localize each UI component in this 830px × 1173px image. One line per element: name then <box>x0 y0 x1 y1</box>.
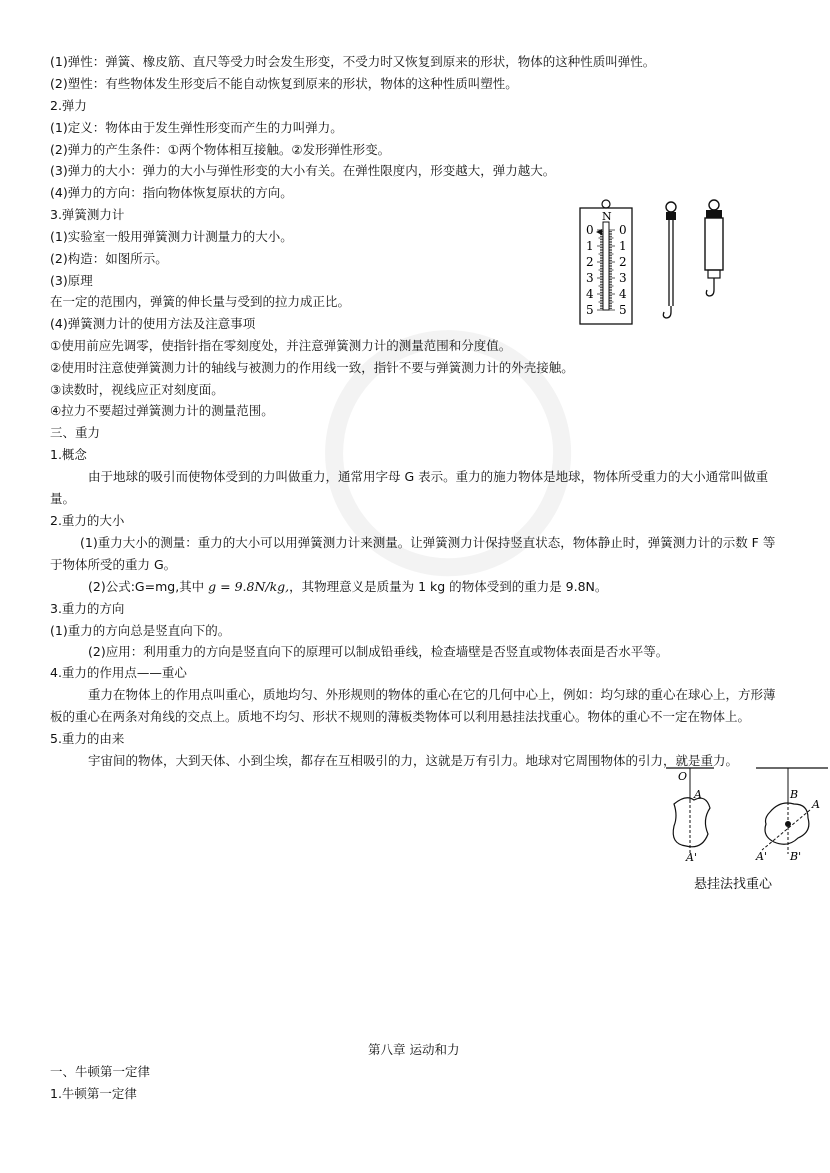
elastic-force-direction: (4)弹力的方向：指向物体恢复原状的方向。 <box>50 185 293 200</box>
gravity-formula-prefix: (2)公式:G=mg,其中 <box>88 579 209 594</box>
side-scale-cap <box>666 212 676 220</box>
cyl-scale-body <box>705 218 723 270</box>
gravity-direction-1: (1)重力的方向总是竖直向下的。 <box>50 623 231 638</box>
scale-spring <box>603 222 609 310</box>
spring-scale-usage-1: ①使用前应先调零，使指针指在零刻度处，并注意弹簧测力计的测量范围和分度值。 <box>50 338 512 353</box>
tick-left-0: 0 <box>586 223 594 237</box>
gravity-cog-heading: 4.重力的作用点——重心 <box>50 665 187 680</box>
gravity-formula-math: g = 9.8N/kg, <box>208 579 290 594</box>
gravity-formula-line <box>88 578 607 596</box>
center-of-gravity-dot <box>785 821 791 827</box>
right-label-b-prime: B' <box>790 850 802 863</box>
tick-right-2: 2 <box>619 255 627 269</box>
right-label-a: A <box>812 798 820 811</box>
spring-scale-principle: 在一定的范围内，弹簧的伸长量与受到的拉力成正比。 <box>50 294 351 309</box>
elasticity-text: (1)弹性：弹簧、橡皮筋、直尺等受力时会发生形变，不受力时又恢复到原来的形状，物体的这种性质叫弹性。 <box>50 54 656 69</box>
gravity-direction-2: (2)应用：利用重力的方向是竖直向下的原理可以制成铅垂线，检查墙壁是否竖直或物体表面是否水平等。 <box>88 644 669 659</box>
left-label-a: A <box>694 788 702 801</box>
gravity-concept-line2: 量。 <box>50 491 76 506</box>
gravity-heading: 三、重力 <box>50 425 101 440</box>
tick-left-2: 2 <box>586 255 594 269</box>
chapter8-section1: 一、牛顿第一定律 <box>50 1064 151 1079</box>
elastic-force-definition: (1)定义：物体由于发生弹性形变而产生的力叫弹力。 <box>50 120 343 135</box>
side-scale-hook <box>663 306 671 318</box>
left-label-a-prime: A' <box>686 851 697 864</box>
spring-scale-usage-4: ④拉力不要超过弹簧测力计的测量范围。 <box>50 403 274 418</box>
left-label-o: O <box>678 770 688 783</box>
watermark-ring <box>277 282 620 625</box>
gravity-measure-line1: (1)重力大小的测量：重力的大小可以用弹簧测力计来测量。让弹簧测力计保持竖直状态，物体静止时，弹簧测力计的示数 F 等 <box>80 535 776 550</box>
elastic-force-magnitude: (3)弹力的大小：弹力的大小与弹性形变的大小有关。在弹性限度内，形变越大，弹力越大。 <box>50 163 556 178</box>
tick-right-3: 3 <box>619 271 627 285</box>
scale-unit-letter: N <box>602 210 612 223</box>
cyl-scale-collar <box>708 270 720 278</box>
gravity-measure-line2: 于物体所受的重力 G。 <box>50 557 177 572</box>
right-label-b: B <box>790 788 799 801</box>
spring-scale-usage-2: ②使用时注意使弹簧测力计的轴线与被测力的作用线一致，指针不要与弹簧测力计的外壳接触。 <box>50 360 574 375</box>
tick-right-4: 4 <box>619 287 627 301</box>
watermark <box>255 277 606 623</box>
tick-left-1: 1 <box>586 239 594 253</box>
plasticity-text: (2)塑性：有些物体发生形变后不能自动恢复到原来的形状，物体的这种性质叫塑性。 <box>50 76 518 91</box>
chapter8-sub1: 1.牛顿第一定律 <box>50 1086 137 1101</box>
spring-scale-heading: 3.弹簧测力计 <box>50 207 125 222</box>
hang-figure-caption: 悬挂法找重心 <box>694 877 773 892</box>
cyl-scale-cap <box>706 210 722 218</box>
gravity-concept-heading: 1.概念 <box>50 447 87 462</box>
tick-right-0: 0 <box>619 223 627 237</box>
gravity-cog-line1: 重力在物体上的作用点叫重心，质地均匀、外形规则的物体的重心在它的几何中心上，例如：均匀球的重心在球心上，方形薄 <box>88 687 776 702</box>
gravity-cog-line2: 板的重心在两条对角线的交点上。质地不均匀、形状不规则的薄板类物体可以利用悬挂法找重心。物体的重心不一定在物体上。 <box>50 709 751 724</box>
left-plate <box>673 798 710 847</box>
tick-right-5: 5 <box>619 303 627 317</box>
cyl-scale-hook <box>706 286 714 296</box>
tick-left-3: 3 <box>586 271 594 285</box>
spring-scale-structure: (2)构造：如图所示。 <box>50 251 168 266</box>
gravity-direction-heading: 3.重力的方向 <box>50 601 125 616</box>
tick-left-4: 4 <box>586 287 594 301</box>
elastic-force-heading: 2.弹力 <box>50 98 87 113</box>
side-scale-ring <box>666 202 676 212</box>
spring-scale-usage-heading: (4)弹簧测力计的使用方法及注意事项 <box>50 316 256 331</box>
scale-top-ring <box>602 200 610 208</box>
scale-ticks <box>597 230 615 310</box>
elastic-force-conditions: (2)弹力的产生条件：①两个物体相互接触。②发形弹性形变。 <box>50 142 391 157</box>
cyl-scale-ring <box>709 200 719 210</box>
hanging-method-figure <box>662 764 828 894</box>
tick-right-1: 1 <box>619 239 627 253</box>
spring-scale-usage-3: ③读数时，视线应正对刻度面。 <box>50 382 224 397</box>
gravity-concept-line1: 由于地球的吸引而使物体受到的力叫做重力，通常用字母 G 表示。重力的施力物体是地球，物体所受重力的大小通常叫做重 <box>88 469 769 484</box>
gravity-magnitude-heading: 2.重力的大小 <box>50 513 125 528</box>
spring-scale-figure <box>580 198 740 326</box>
gravity-origin-line: 宇宙间的物体，大到天体、小到尘埃，都存在互相吸引的力，这就是万有引力。地球对它周围物体的引力，就是重力。 <box>88 753 739 768</box>
right-label-a-prime: A' <box>756 850 767 863</box>
gravity-formula-suffix: ，其物理意义是质量为 1 kg 的物体受到的重力是 9.8N。 <box>289 579 608 594</box>
spring-scale-use: (1)实验室一般用弹簧测力计测量力的大小。 <box>50 229 293 244</box>
gravity-origin-heading: 5.重力的由来 <box>50 731 125 746</box>
chapter8-title: 第八章 运动和力 <box>368 1042 460 1057</box>
tick-left-5: 5 <box>586 303 594 317</box>
spring-scale-principle-label: (3)原理 <box>50 273 93 288</box>
